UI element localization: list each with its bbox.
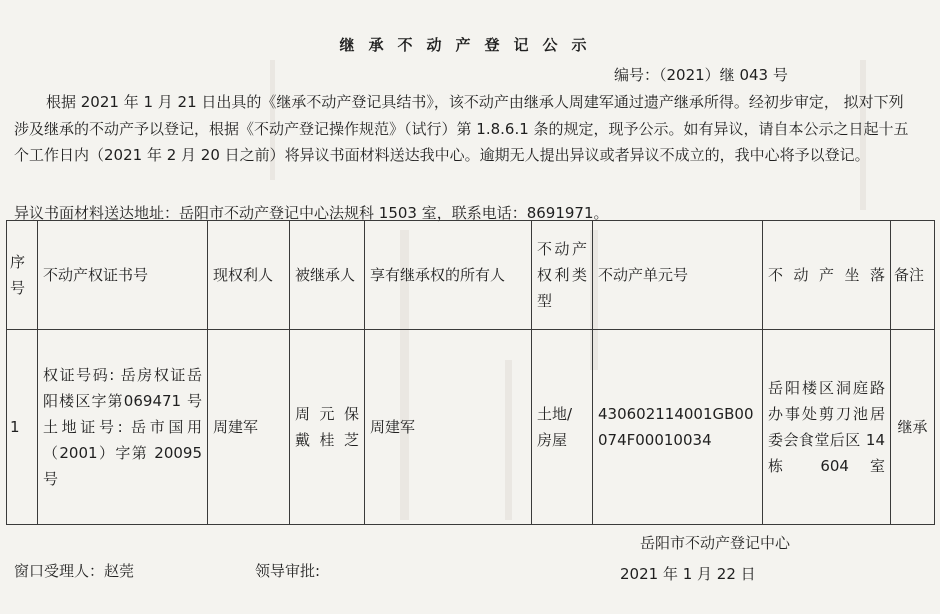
header-location: 不动产坐落 xyxy=(763,221,891,330)
cell-right-type: 土地/房屋 xyxy=(532,330,593,525)
leader-approval: 领导审批: xyxy=(255,562,321,580)
header-current-holder: 现权利人 xyxy=(208,221,290,330)
header-right-type: 不动产权利类型 xyxy=(532,221,593,330)
cell-cert-no xyxy=(38,330,208,525)
header-unit-no: 不动产单元号 xyxy=(593,221,763,330)
cell-seq: 1 xyxy=(7,330,38,525)
document-number: 编号：（2021）继 043 号 xyxy=(614,66,788,84)
cell-decedent: 周元保 戴桂芝 xyxy=(290,330,365,525)
issue-date: 2021 年 1 月 22 日 xyxy=(620,565,756,583)
house-cert-number: 权证号码: 岳房权证岳阳楼区字第069471 号 xyxy=(43,366,202,410)
page-title: 继承不动产登记公示 xyxy=(339,36,601,54)
header-remarks: 备注 xyxy=(891,221,935,330)
cell-heirs: 周建军 xyxy=(365,330,532,525)
table-row xyxy=(7,330,935,525)
notice-paragraph: 根据 2021 年 1 月 21 日出具的《继承不动产登记具结书》，该不动产由继承人周建军通过遗产继承所得。经初步审定， 拟对下列涉及继承的不动产予以登记，根据《不动产登记操作规范》（试行）第 1.8.6.1 条的规定，现予公示。如有异议，请自本公示之日起十五个工作日内（2021 年 2 月 20 日之前）将异议书面材料送达我中心。逾期无人提出异议或者异议不成立的，我中心将予以登记。 xyxy=(14,93,909,164)
cell-current-holder: 周建军 xyxy=(208,330,290,525)
cell-remarks: 继承 xyxy=(891,330,935,525)
registration-table xyxy=(6,220,935,525)
issuing-office: 岳阳市不动产登记中心 xyxy=(640,534,791,552)
header-decedent: 被继承人 xyxy=(290,221,365,330)
cell-unit-no: 430602114001GB00074F00010034 xyxy=(593,330,763,525)
objection-address: 异议书面材料送达地址：岳阳市不动产登记中心法规科 1503 室，联系电话：8691971。 xyxy=(14,204,609,222)
table-header-row xyxy=(7,221,935,330)
header-heirs: 享有继承权的所有人 xyxy=(365,221,532,330)
header-seq: 序号 xyxy=(7,221,38,330)
land-cert-number: 土地证号: 岳市国用（2001）字第 20095号 xyxy=(43,418,202,488)
header-cert-no: 不动产权证书号 xyxy=(38,221,208,330)
window-receiver: 窗口受理人：赵莞 xyxy=(14,562,135,580)
cell-location: 岳阳楼区洞庭路办事处剪刀池居委会食堂后区 14 栋 604 室 xyxy=(763,330,891,525)
